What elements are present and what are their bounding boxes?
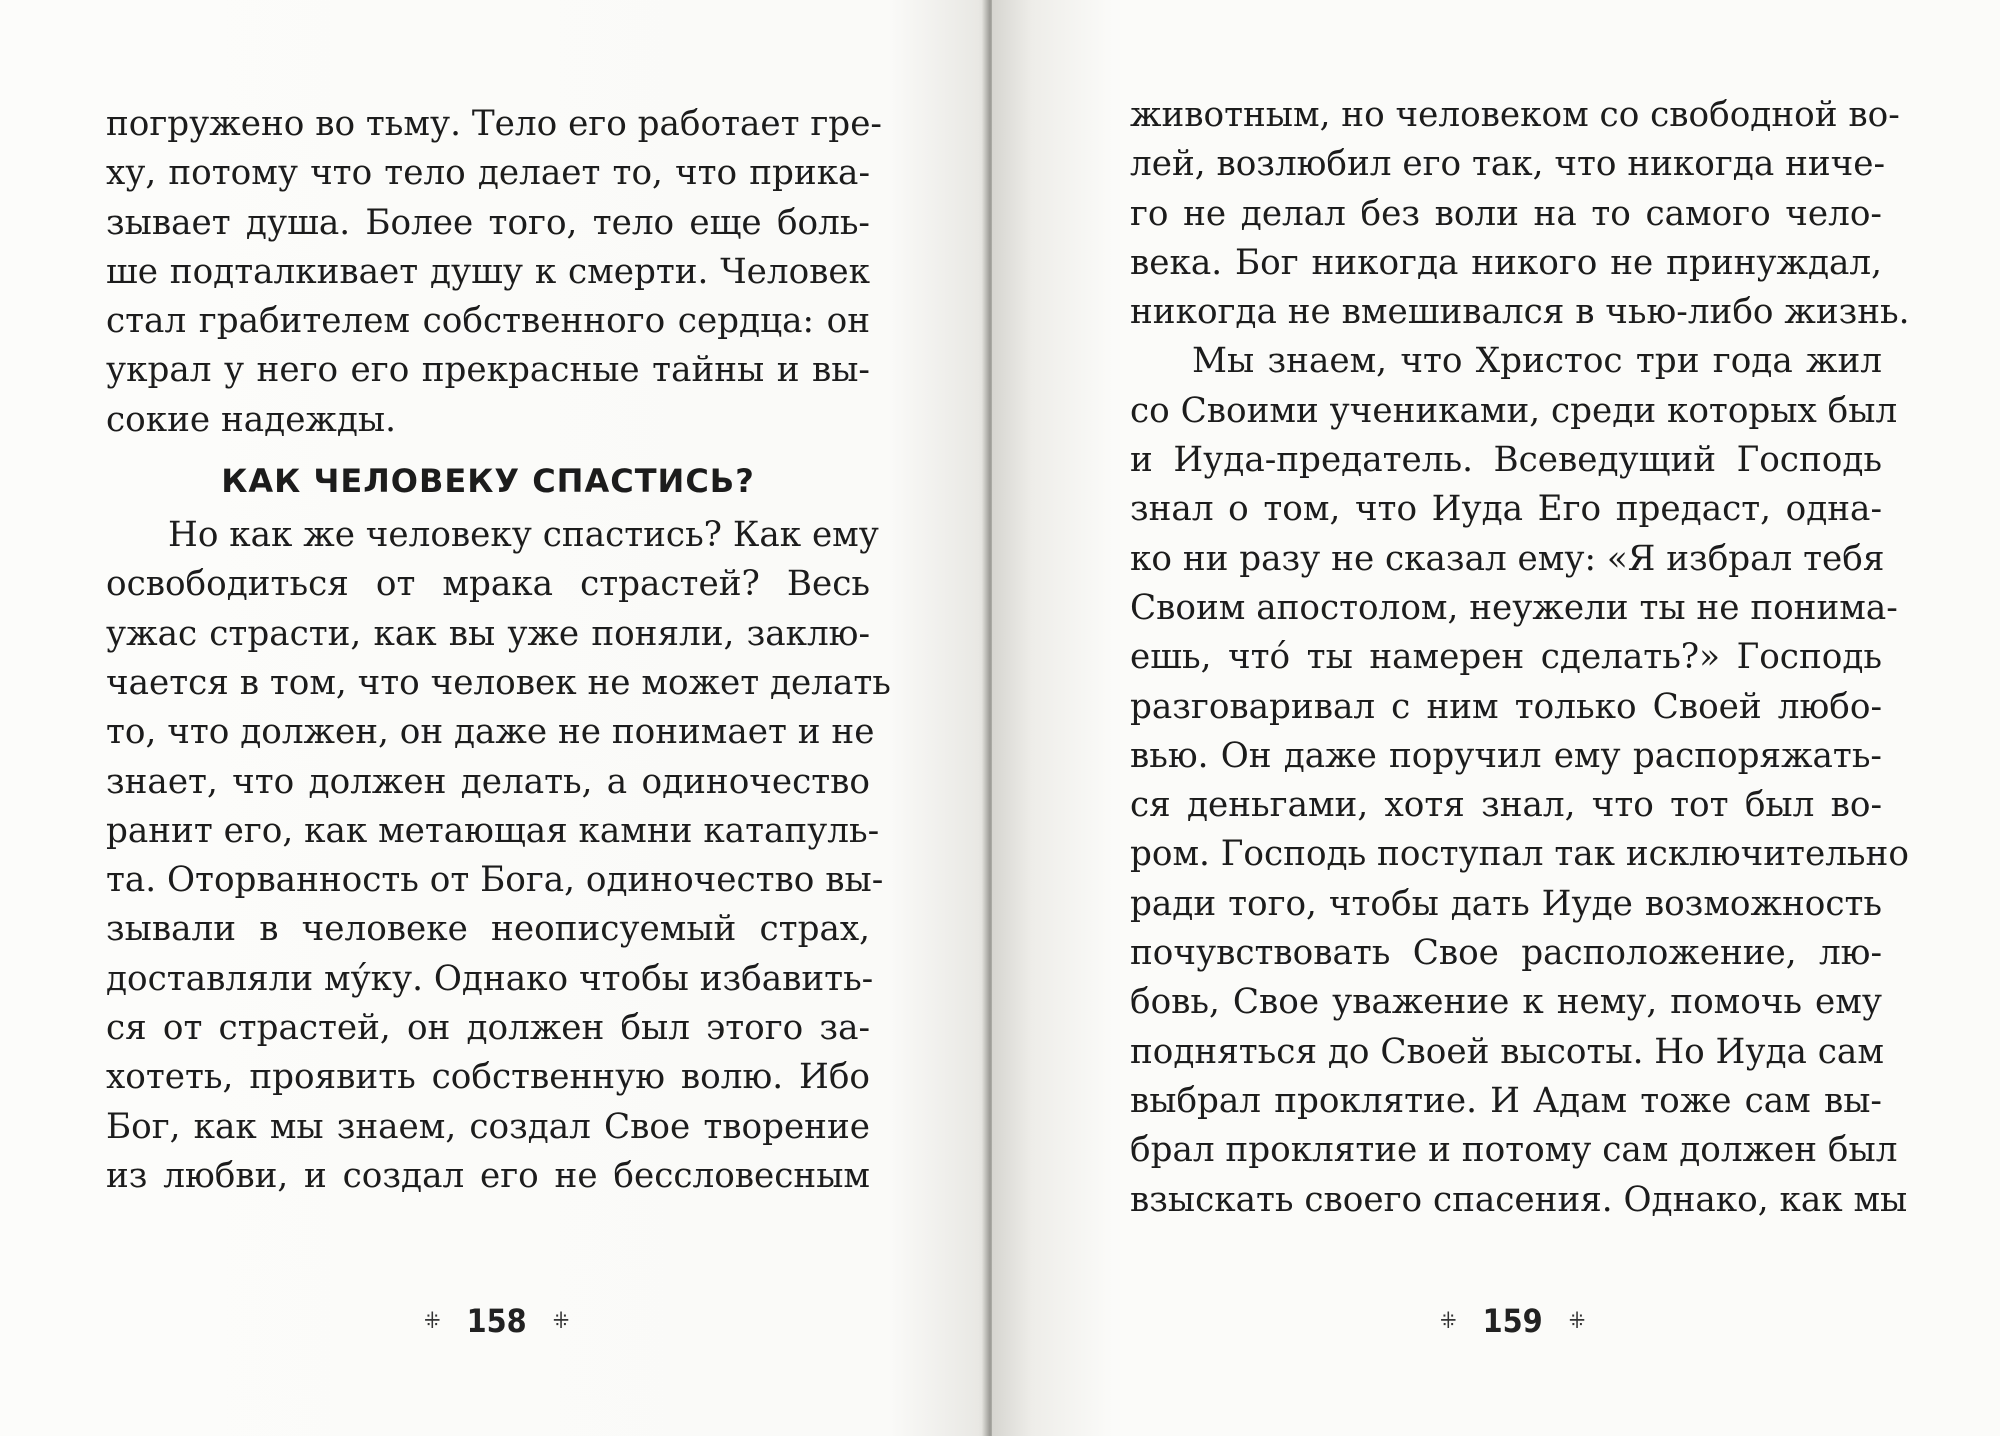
text-line: Своим апостолом, неужели ты не понима- xyxy=(1130,587,1898,628)
text-line: стал грабителем собственного сердца: он xyxy=(106,301,870,342)
paragraph xyxy=(1130,337,1909,1224)
text-line: подняться до Своей высоты. Но Иуда сам xyxy=(1130,1031,1884,1072)
text-line: ко ни разу не сказал ему: «Я избрал тебя xyxy=(1130,538,1885,579)
text-line: никогда не вмешивался в чью-либо жизнь. xyxy=(1130,292,1910,333)
text-line: со Своими учениками, среди которых был xyxy=(1130,390,1898,431)
left-page xyxy=(0,0,988,1436)
text-line: ся от страстей, он должен был этого за- xyxy=(106,1008,870,1049)
text-line: ради того, чтобы дать Иуде возможность xyxy=(1130,883,1882,924)
text-line: бовь, Свое уважение к нему, помочь ему xyxy=(1130,982,1882,1023)
paragraph xyxy=(106,511,891,1201)
paragraph-continuation xyxy=(106,100,882,445)
ornament-icon: ⁜ xyxy=(1568,1308,1586,1334)
text-line: Бог, как мы знаем, создал Свое творение xyxy=(106,1106,870,1147)
text-line: Но как же человеку спастись? Как ему xyxy=(168,515,879,556)
text-line: освободиться от мрака страстей? Весь xyxy=(106,564,870,605)
page-number-footer xyxy=(424,1302,569,1340)
text-line: знает, что должен делать, а одиночество xyxy=(106,761,870,802)
text-line: почувствовать Свое расположение, лю- xyxy=(1130,933,1882,974)
text-line: вью. Он даже поручил ему распоряжать- xyxy=(1130,735,1882,776)
text-line: знал о том, что Иуда Его предаст, одна- xyxy=(1130,489,1882,530)
text-line: разговаривал с ним только Своей любо- xyxy=(1130,686,1882,727)
text-line: погружено во тьму. Тело его работает гре- xyxy=(106,104,882,144)
text-line: из любви, и создал его не бессловесным xyxy=(106,1155,870,1196)
text-line: брал проклятие и потому сам должен был xyxy=(1130,1130,1898,1171)
page-number-footer xyxy=(1440,1302,1585,1340)
text-line: животным, но человеком со свободной во- xyxy=(1130,95,1900,135)
text-line: и Иуда-предатель. Всеведущий Господь xyxy=(1130,440,1882,481)
text-line: ешь, что́ ты намерен сделать?» Господь xyxy=(1130,637,1882,678)
text-line: Мы знаем, что Христос три года жил xyxy=(1192,341,1882,382)
ornament-icon: ⁜ xyxy=(1440,1308,1457,1334)
text-line: выбрал проклятие. И Адам тоже сам вы- xyxy=(1130,1080,1882,1121)
text-line: ху, потому что тело делает то, что прика- xyxy=(106,153,870,194)
text-line: та. Оторванность от Бога, одиночество вы- xyxy=(106,860,884,901)
text-line: ром. Господь поступал так исключительно xyxy=(1130,834,1909,875)
page-number: 158 xyxy=(466,1302,527,1340)
text-line: чается в том, что человек не может делать xyxy=(106,662,891,703)
text-line: ранит его, как метающая камни катапуль- xyxy=(106,810,880,851)
text-line: лей, возлюбил его так, что никогда ниче- xyxy=(1130,144,1886,185)
text-line: хотеть, проявить собственную волю. Ибо xyxy=(106,1057,870,1098)
right-page xyxy=(992,0,2000,1436)
text-line: взыскать своего спасения. Однако, как мы xyxy=(1130,1179,1908,1220)
section-heading: КАК ЧЕЛОВЕКУ СПАСТИСЬ? xyxy=(221,462,755,501)
ornament-icon: ⁜ xyxy=(552,1308,570,1334)
text-line: го не делал без воли на то самого чело- xyxy=(1130,193,1882,234)
text-line: зывает душа. Более того, тело еще боль- xyxy=(106,202,870,243)
text-line: ужас страсти, как вы уже поняли, заклю- xyxy=(106,613,870,654)
text-line: сокие надежды. xyxy=(106,399,397,440)
ornament-icon: ⁜ xyxy=(424,1308,441,1334)
page-number: 159 xyxy=(1482,1302,1543,1340)
paragraph-continuation xyxy=(1130,91,1910,337)
left-page-text xyxy=(106,100,891,1201)
text-line: ше подталкивает душу к смерти. Человек xyxy=(106,251,870,292)
text-line: украл у него его прекрасные тайны и вы- xyxy=(106,350,870,391)
text-line: века. Бог никогда никого не принуждал, xyxy=(1130,242,1882,283)
text-line: то, что должен, он даже не понимает и не xyxy=(106,712,875,753)
right-page-text xyxy=(1130,91,1910,1225)
text-line: доставляли му́ку. Однако чтобы избавить- xyxy=(106,958,874,999)
text-line: зывали в человеке неописуемый страх, xyxy=(106,909,870,950)
text-line: ся деньгами, хотя знал, что тот был во- xyxy=(1130,785,1882,826)
